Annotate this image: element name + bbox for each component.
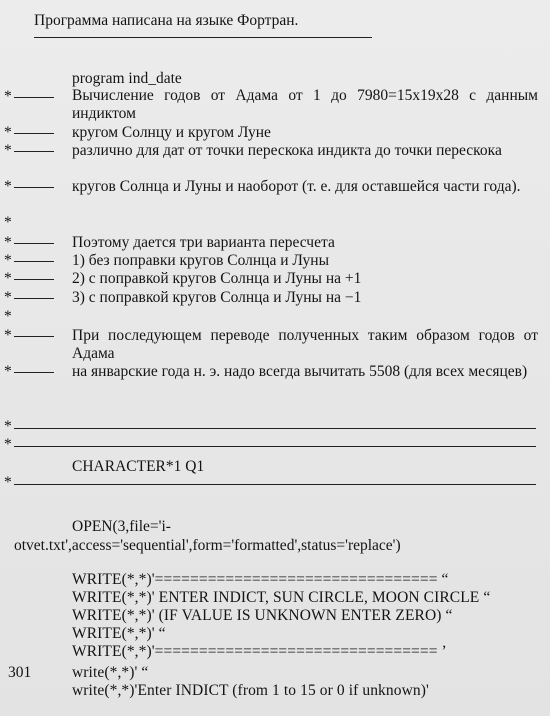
comment-dash [14, 336, 54, 337]
comment-line: 3) с поправкой кругов Солнца и Луны на −1 [72, 289, 362, 306]
heading-rule [34, 37, 372, 38]
comment-marker: * [4, 214, 12, 231]
comment-dash [14, 261, 54, 262]
write-statement: WRITE(*,*)' ENTER INDICT, SUN CIRCLE, MOON CIRCLE “ [72, 589, 491, 606]
comment-dash [14, 243, 54, 244]
comment-line: 2) с поправкой кругов Солнца и Луны на +1 [72, 270, 362, 287]
write-statement: WRITE(*,*)'================================ ’ [72, 643, 447, 660]
write-statement: WRITE(*,*)'================================ “ [72, 571, 449, 588]
comment-dash [14, 279, 54, 280]
comment-line: на январские года н. э. надо всегда вычитать 5508 (для всех месяцев) [72, 363, 528, 380]
comment-line: кругом Солнцу и кругом Луне [72, 124, 271, 141]
write-statement: WRITE(*,*)' “ [72, 625, 166, 642]
comment-marker: * [4, 234, 12, 251]
open-statement-continued: otvet.txt',access='sequential',form='formatted',status='replace') [14, 537, 401, 554]
comment-dash [14, 372, 54, 373]
comment-line: кругов Солнца и Луны и наоборот (т. е. для оставшейся части года). [72, 178, 521, 195]
comment-dash [14, 97, 54, 98]
write-statement: write(*,*)'Enter INDICT (from 1 to 15 or 0 if unknown)' [72, 682, 429, 699]
write-statement: write(*,*)' “ [72, 664, 149, 681]
comment-marker: * [4, 436, 12, 453]
comment-dash [14, 133, 54, 134]
character-declaration: CHARACTER*1 Q1 [72, 458, 205, 475]
comment-marker: * [4, 327, 12, 344]
comment-marker: * [4, 124, 12, 141]
comment-marker: * [4, 308, 12, 325]
comment-line: Вычисление годов от Адама от 1 до 7980=15x19x28 с данным индиктом [72, 87, 538, 122]
document-heading: Программа написана на языке Фортран. [34, 12, 299, 29]
comment-marker: * [4, 88, 12, 105]
comment-line: Поэтому дается три варианта пересчета [72, 234, 335, 251]
comment-marker: * [4, 363, 12, 380]
comment-line: различно для дат от точки перескока индикта до точки перескока [72, 142, 502, 159]
comment-marker: * [4, 270, 12, 287]
comment-marker: * [4, 178, 12, 195]
comment-marker: * [4, 289, 12, 306]
separator-line [14, 446, 536, 447]
separator-line [14, 484, 536, 485]
comment-dash [14, 187, 54, 188]
comment-marker: * [4, 252, 12, 269]
separator-line [14, 428, 536, 429]
comment-line: 1) без поправки кругов Солнца и Луны [72, 252, 329, 269]
comment-dash [14, 151, 54, 152]
comment-dash [14, 298, 54, 299]
comment-marker: * [4, 418, 12, 435]
comment-line: При последующем переводе полученных таким образом годов от Адама [72, 327, 538, 362]
program-statement: program ind_date [72, 70, 182, 87]
write-statement: WRITE(*,*)' (IF VALUE IS UNKNOWN ENTER ZERO) “ [72, 607, 453, 624]
comment-marker: * [4, 474, 12, 491]
open-statement: OPEN(3,file='i- [72, 518, 171, 535]
comment-marker: * [4, 142, 12, 159]
statement-label: 301 [8, 664, 32, 681]
